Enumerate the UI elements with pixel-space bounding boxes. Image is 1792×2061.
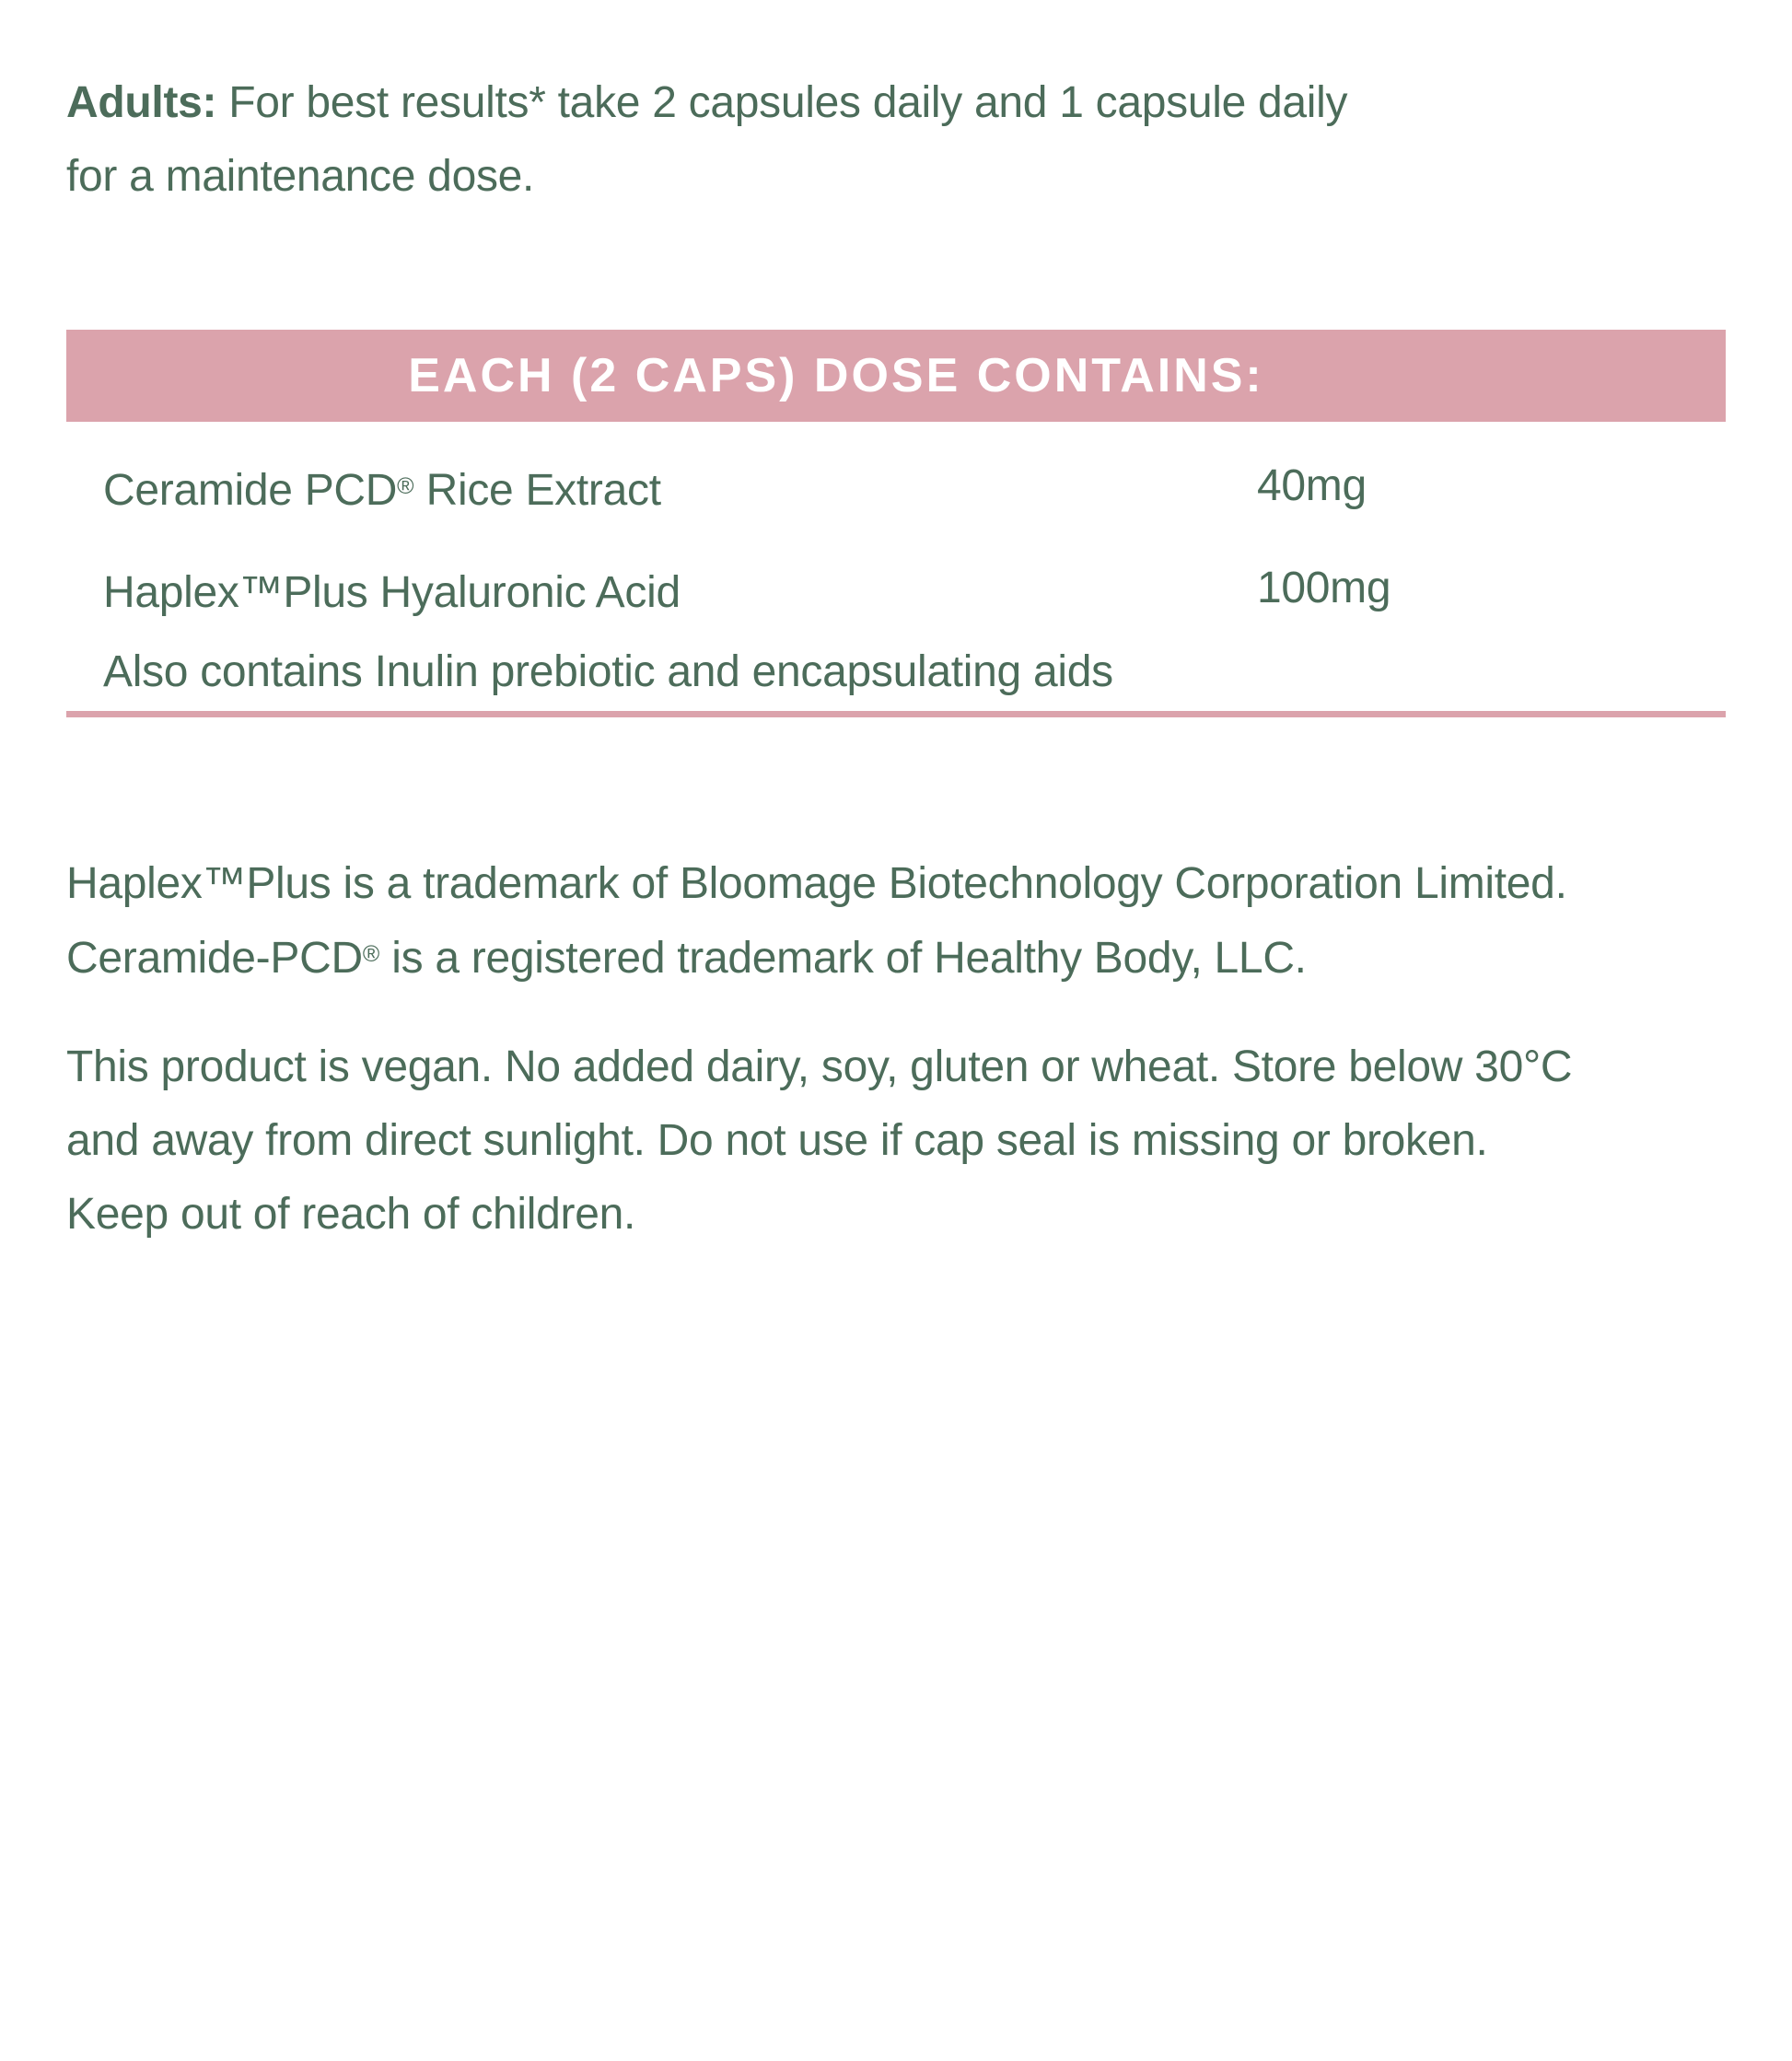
ingredient-name-text: Haplex™ — [103, 567, 284, 617]
trademark-notes — [66, 844, 1726, 994]
supplement-label-panel — [66, 0, 1726, 1252]
dose-table-header-title: EACH (2 CAPS) DOSE CONTAINS: — [408, 349, 1264, 402]
trademark-notes-text — [66, 844, 1726, 994]
product-info-line-1: This product is vegan. No added dairy, soy, gluten or wheat. Store below 30°C — [66, 1042, 1573, 1091]
dose-table-header-bar — [66, 330, 1726, 422]
registered-trademark-symbol: ® — [397, 473, 414, 499]
directions-line-2: for a maintenance dose. — [66, 152, 535, 201]
directions-line-1: For best results* take 2 capsules daily and 1 capsule daily — [216, 78, 1348, 127]
ingredient-name-text: Plus Hyaluronic Acid — [283, 567, 681, 617]
dose-table — [66, 330, 1726, 717]
product-info — [66, 1030, 1726, 1252]
trademark-line-2-rest: is a registered trademark of Healthy Body, LLC. — [379, 933, 1307, 983]
dose-table-row-ceramide — [66, 460, 1726, 517]
dosage-directions-text — [66, 66, 1726, 214]
ingredient-amount: 100mg — [1257, 563, 1391, 612]
product-info-line-3: Keep out of reach of children. — [66, 1189, 636, 1239]
ingredient-name-text: Ceramide PCD — [103, 465, 398, 515]
dose-table-row-haplex — [66, 563, 1726, 619]
product-info-line-2: and away from direct sunlight. Do not use if cap seal is missing or broken. — [66, 1115, 1488, 1165]
dosage-directions — [66, 66, 1726, 214]
trademark-line-1: Haplex™ — [66, 858, 247, 908]
dose-table-note: Also contains Inulin prebiotic and encapsulating aids — [103, 646, 1113, 696]
ingredient-name — [103, 466, 661, 515]
table-bottom-rule — [66, 711, 1726, 717]
product-info-text — [66, 1030, 1726, 1252]
adults-label: Adults: — [66, 78, 217, 127]
ingredient-name — [103, 568, 681, 617]
trademark-line-2: Ceramide-PCD — [66, 933, 363, 983]
registered-trademark-symbol: ® — [362, 940, 380, 967]
trademark-line-1-rest: Plus is a trademark of Bloomage Biotechnology Corporation Limited. — [246, 858, 1567, 908]
ingredient-name-text: Rice Extract — [413, 465, 661, 515]
ingredient-amount: 40mg — [1257, 461, 1367, 510]
